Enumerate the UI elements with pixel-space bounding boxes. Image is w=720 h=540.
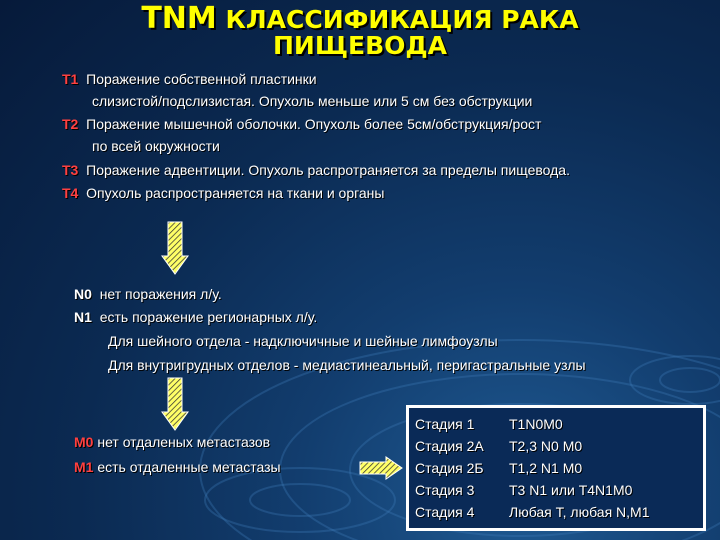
t3-row xyxy=(62,162,570,179)
n0-row xyxy=(74,286,222,303)
title-part2: КЛАССИФИКАЦИЯ РАКА xyxy=(216,5,579,34)
t2-row xyxy=(62,116,541,133)
stage-value: T2,3 N0 M0 xyxy=(509,438,583,454)
m1-row xyxy=(74,459,281,476)
stage-label: Стадия 1 xyxy=(415,416,475,432)
t1-text-cont: слизистой/подслизистая. Опухоль меньше или 5 см без обструкции xyxy=(92,93,533,109)
t4-row xyxy=(62,185,384,202)
n1-text: есть поражение регионарных л/у. xyxy=(99,309,318,325)
t3-text: Поражение адвентиции. Опухоль распротраняется за пределы пищевода. xyxy=(86,162,570,178)
t1-text: Поражение собственной пластинки xyxy=(86,71,317,87)
page-title xyxy=(40,1,680,60)
stage-label: Стадия 4 xyxy=(415,504,475,520)
stage-row xyxy=(415,457,703,479)
stage-value: T3 N1 или T4N1M0 xyxy=(509,482,633,498)
stage-value: Любая Т, любая N,M1 xyxy=(509,504,650,520)
n1-sub-thoracic: Для внутригрудных отделов - медиастинеальный, перигастральные узлы xyxy=(108,357,586,373)
stage-label: Стадия 2Б xyxy=(415,460,484,476)
m0-text: нет отдаленых метастазов xyxy=(97,434,271,450)
t1-code: Т1 xyxy=(62,71,79,87)
right-arrow-icon xyxy=(358,455,404,481)
t2-text-cont: по всей окружности xyxy=(92,138,220,154)
n1-code: N1 xyxy=(74,309,92,325)
n0-code: N0 xyxy=(74,286,92,302)
stage-row xyxy=(415,435,703,457)
t4-code: Т4 xyxy=(62,185,79,201)
down-arrow-icon xyxy=(160,376,190,432)
m0-row xyxy=(74,434,270,451)
t4-text: Опухоль распространяется на ткани и органы xyxy=(86,185,385,201)
stages-box xyxy=(406,405,706,531)
t1-row xyxy=(62,71,317,88)
stage-row xyxy=(415,479,703,501)
stage-row xyxy=(415,413,703,435)
t2-text: Поражение мышечной оболочки. Опухоль более 5см/обструкция/рост xyxy=(86,116,542,132)
stage-value: T1N0M0 xyxy=(509,416,563,432)
stage-label: Стадия 2А xyxy=(415,438,484,454)
down-arrow-icon xyxy=(160,220,190,276)
m1-code: М1 xyxy=(74,459,94,475)
stage-row xyxy=(415,501,703,523)
stage-value: T1,2 N1 M0 xyxy=(509,460,583,476)
n0-text: нет поражения л/у. xyxy=(99,286,222,302)
n1-sub-cervical: Для шейного отдела - надключичные и шейные лимфоузлы xyxy=(108,333,498,349)
title-line2: ПИЩЕВОДА xyxy=(273,31,447,60)
m1-text: есть отдаленные метастазы xyxy=(97,459,281,475)
n1-row xyxy=(74,309,317,326)
t2-code: Т2 xyxy=(62,116,79,132)
title-tnm: TNM xyxy=(141,1,217,36)
t3-code: Т3 xyxy=(62,162,79,178)
stage-label: Стадия 3 xyxy=(415,482,475,498)
m0-code: М0 xyxy=(74,434,94,450)
